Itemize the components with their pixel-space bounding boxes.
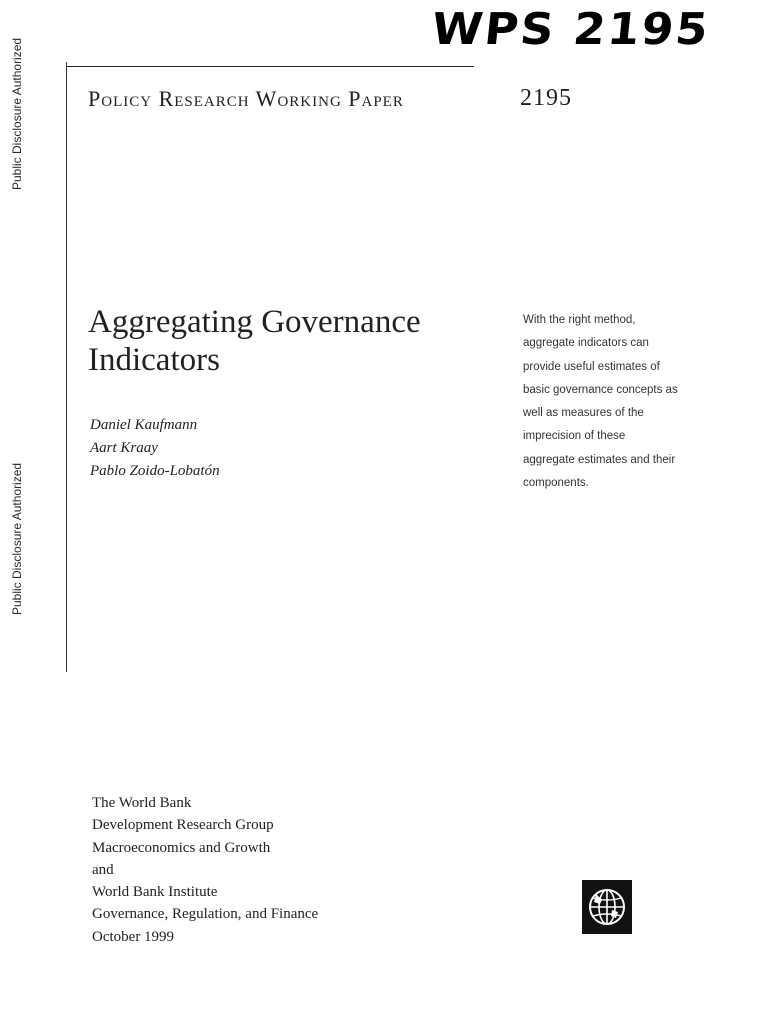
- author-name: Daniel Kaufmann: [90, 417, 198, 433]
- publisher-line: The World Bank: [92, 795, 192, 811]
- summary-line: provide useful estimates of: [523, 360, 660, 373]
- publisher-line: Development Research Group: [92, 817, 274, 834]
- paper-title: Aggregating Governance Indicators: [88, 304, 421, 378]
- summary-blurb: [523, 309, 723, 495]
- publisher-line: Macroeconomics and Growth: [92, 839, 271, 856]
- author-list: [90, 414, 220, 483]
- series-title: Policy Research Working Paper: [88, 86, 404, 111]
- paper-number: 2195: [520, 85, 572, 111]
- summary-line: components.: [523, 477, 589, 490]
- publisher-block: [92, 792, 318, 948]
- top-rule: [66, 66, 474, 67]
- author-name: Aart Kraay: [90, 440, 158, 456]
- world-bank-logo-icon: [582, 880, 632, 934]
- publisher-line: October 1999: [92, 928, 175, 945]
- summary-line: aggregate estimates and their: [523, 453, 676, 466]
- summary-line: imprecision of these: [523, 430, 626, 443]
- left-rule: [66, 62, 67, 672]
- publisher-line: and: [92, 861, 114, 878]
- summary-line: With the right method,: [523, 314, 636, 326]
- summary-line: well as measures of the: [523, 407, 644, 420]
- publisher-line: World Bank Institute: [92, 884, 218, 901]
- summary-line: aggregate indicators can: [523, 337, 649, 350]
- author-name: Pablo Zoido-Lobatón: [90, 463, 220, 479]
- public-disclosure-label-lower: Public Disclosure Authorized: [10, 462, 24, 615]
- public-disclosure-label-upper: Public Disclosure Authorized: [10, 37, 24, 190]
- publisher-line: Governance, Regulation, and Finance: [92, 906, 319, 923]
- handwritten-paper-id: WPS 2195: [429, 3, 713, 55]
- summary-line: basic governance concepts as: [523, 383, 678, 396]
